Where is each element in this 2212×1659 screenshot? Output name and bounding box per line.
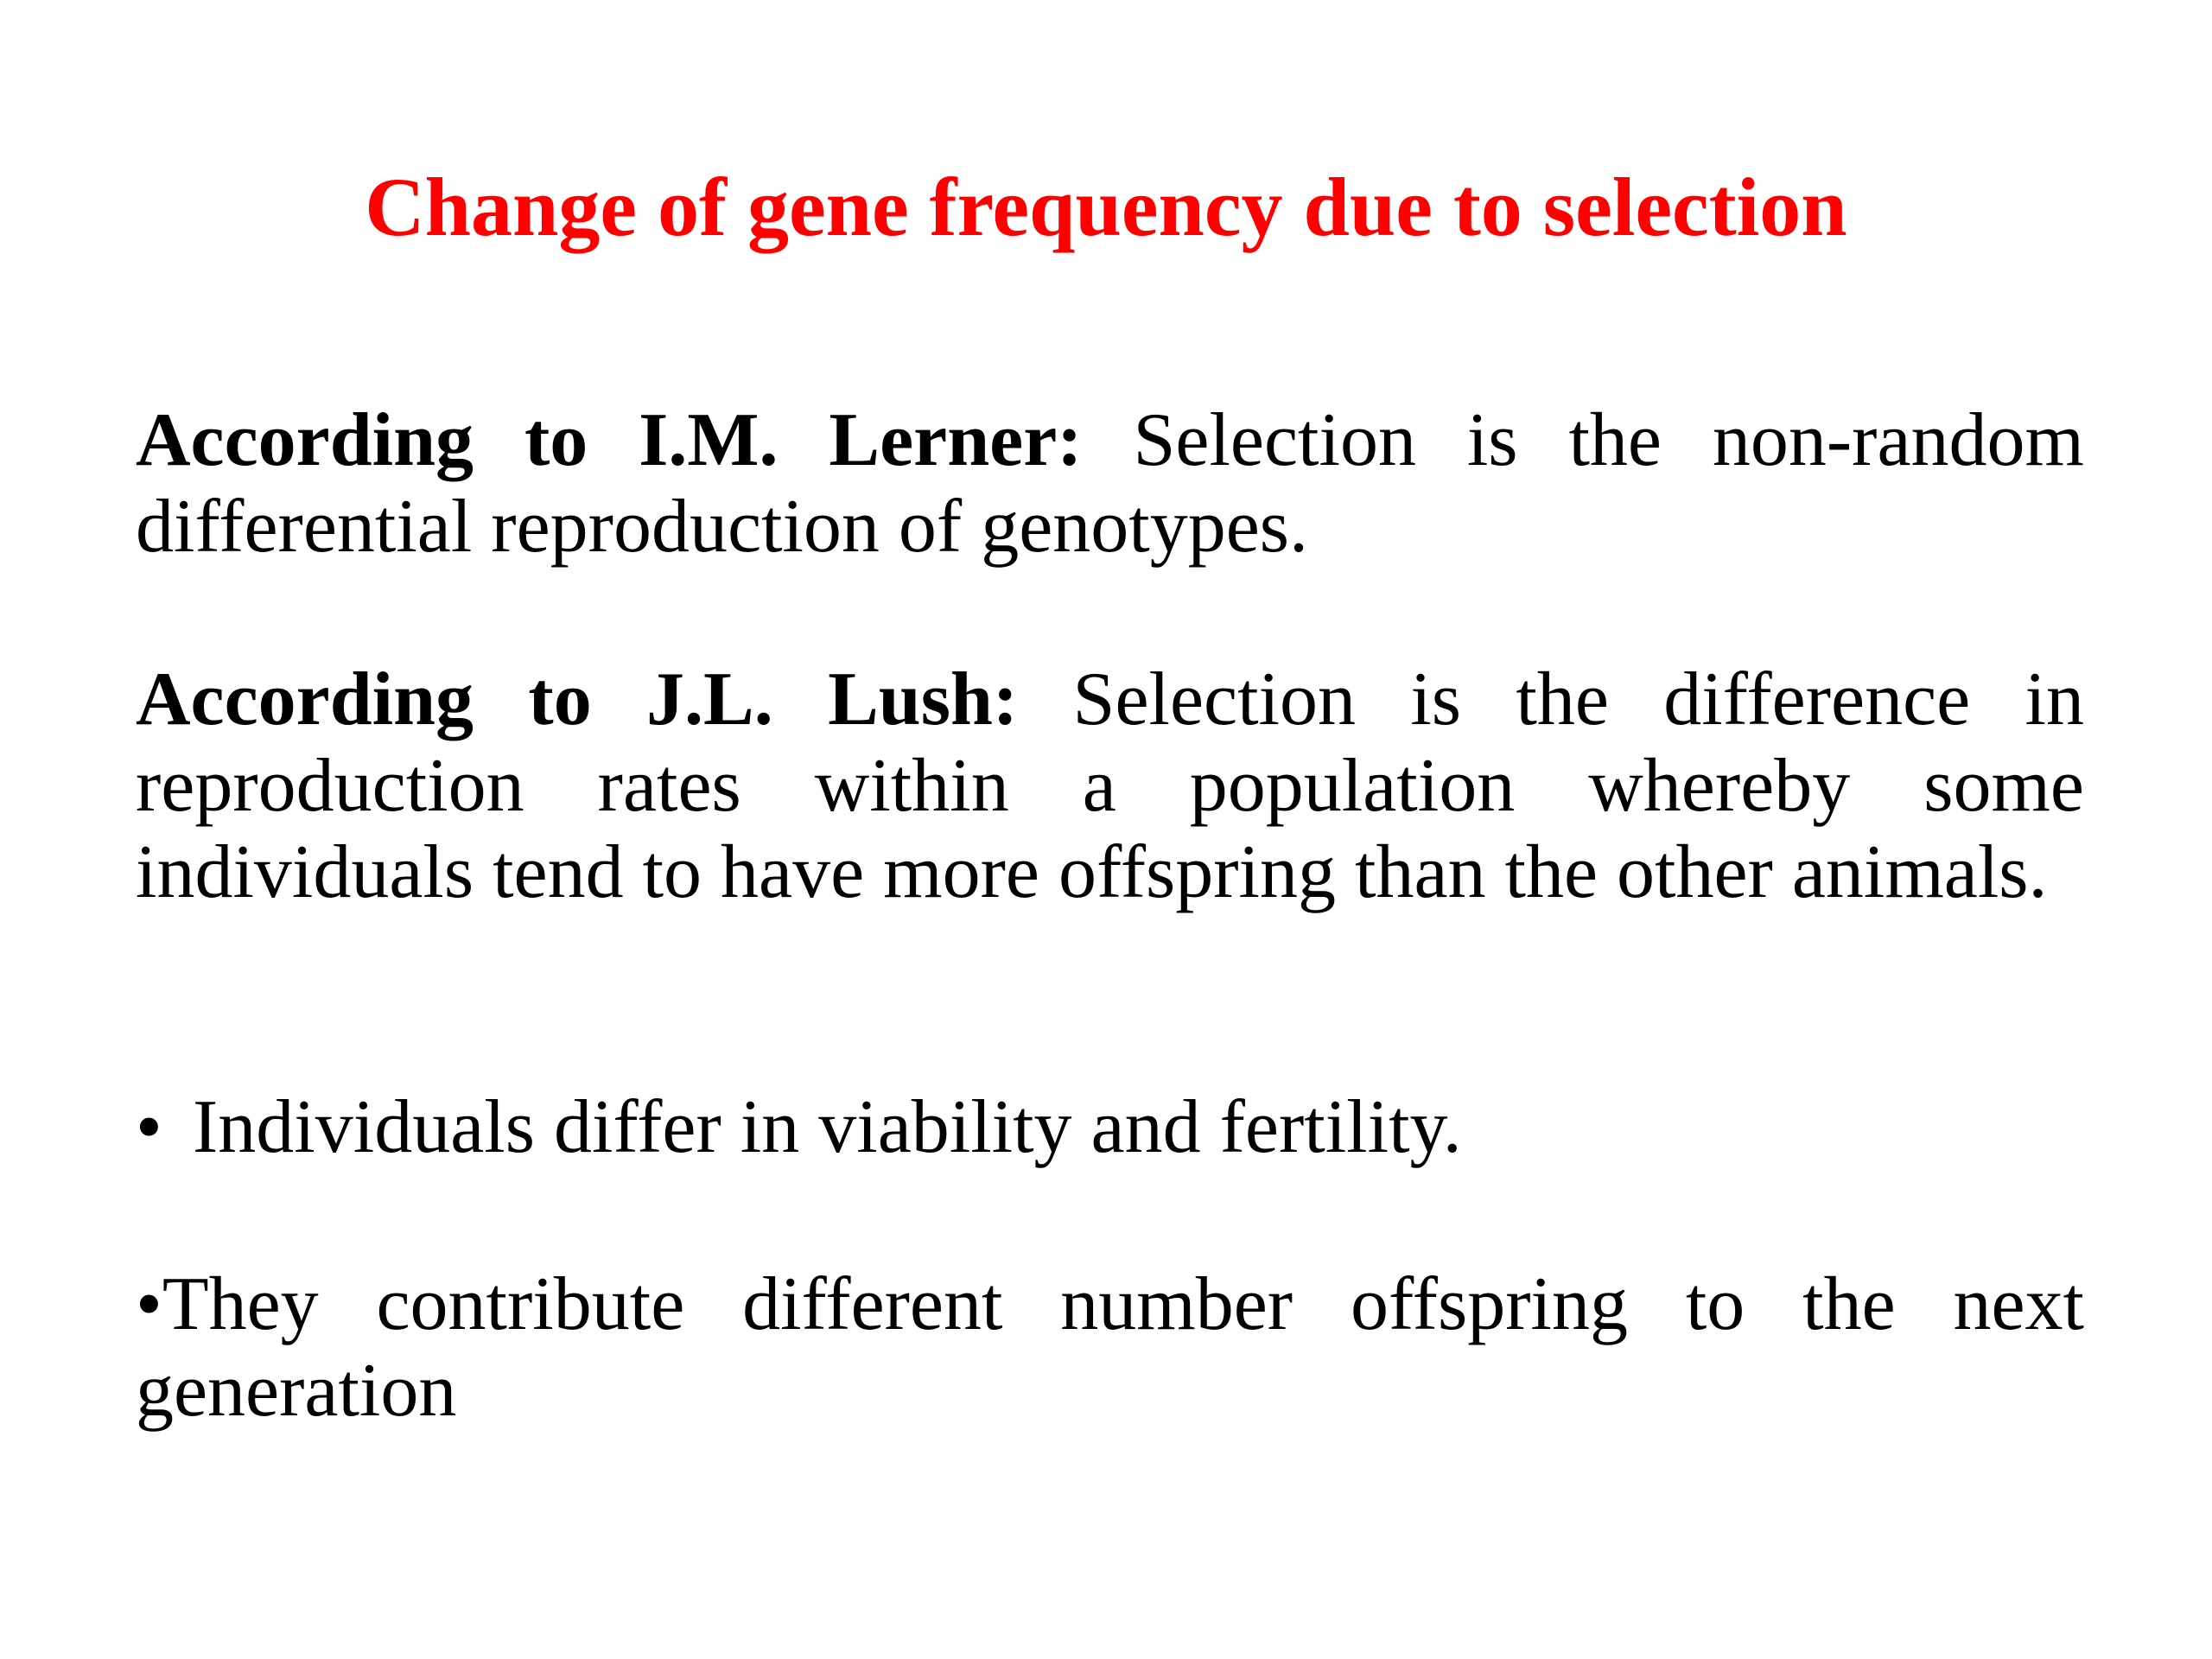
definition-lush-lead: According to J.L. Lush:: [136, 658, 1019, 741]
bullet-text-viability: Individuals differ in viability and fertility.: [193, 1085, 1462, 1169]
definition-lerner-text: Selection is the non-random differential reproduction of genotypes.: [136, 398, 2084, 569]
definition-lerner-lead: According to I.M. Lerner:: [136, 398, 1083, 482]
bullet-text-offspring: They contribute different number offspring to the next generation: [136, 1262, 2084, 1433]
bullet-item-offspring: [136, 1262, 2084, 1434]
definition-lush-text: Selection is the difference in reproduction rates within a population whereby some individuals tend to have more offspring than the other animals.: [136, 658, 2085, 914]
bullet-item-viability: [136, 1084, 2084, 1171]
bullet-marker: •: [136, 1262, 162, 1346]
definition-lerner: [136, 397, 2084, 570]
bullet-marker: •: [136, 1085, 162, 1169]
slide-title: Change of gene frequency due to selection: [365, 161, 1847, 253]
definition-lush: [136, 657, 2084, 916]
